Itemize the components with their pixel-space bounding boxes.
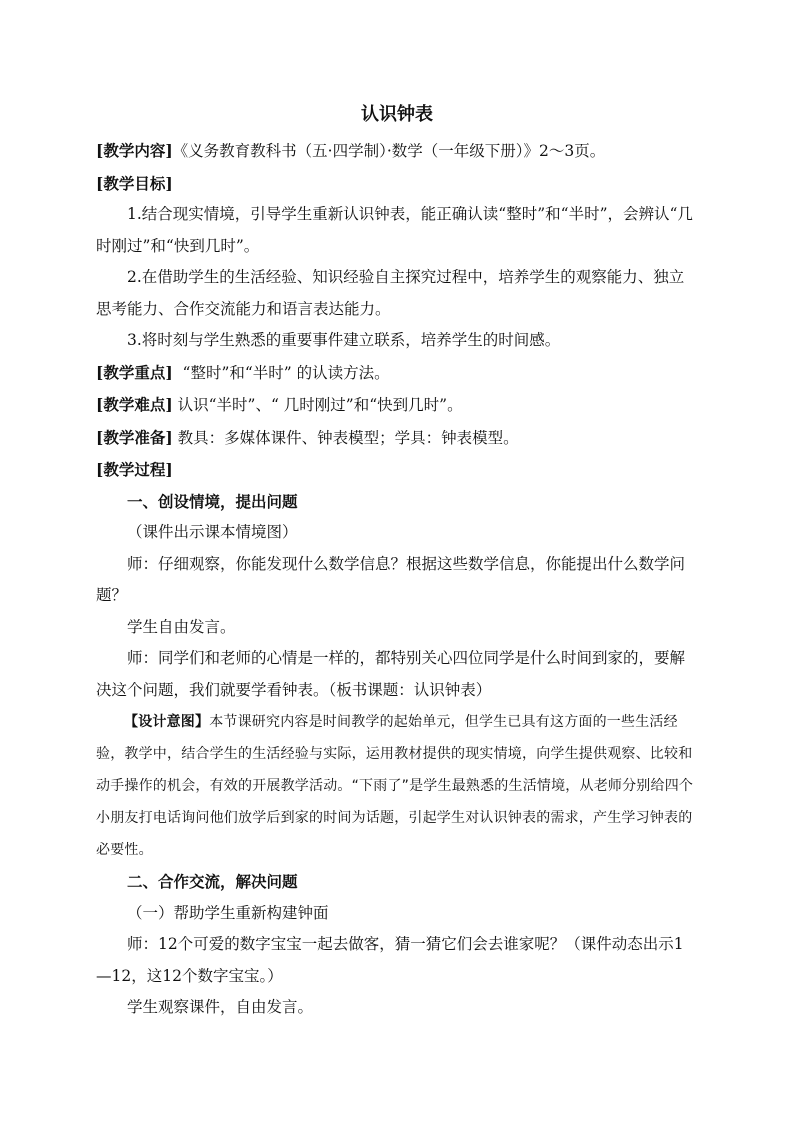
section2-line-2: 学生观察课件，自由发言。 xyxy=(127,998,314,1016)
design-intent-text: 本节课研究内容是时间教学的起始单元，但学生已具有这方面的一些生活经验，教学中，结合学生的生活经验与实际，运用教材提供的现实情境，向学生提供观察、比较和动手操作的机会，有效的开展教学活动。“下雨了”是学生最熟悉的生活情境，从老师分别给四个小朋友打电话询问他们放学后到家的时间为话题，引起学生对认识钟表的需求，产生学习钟表的必要性。 xyxy=(96,714,694,858)
key-points-paragraph xyxy=(96,357,698,390)
section2-line-1: 师：12个可爱的数字宝宝一起去做客，猜一猜它们会去谁家呢？（课件动态出示1—12，这12个数字宝宝。） xyxy=(96,935,684,985)
section2-sub-heading: （一）帮助学生重新构建钟面 xyxy=(127,903,329,922)
difficulties-text: 认识“半时”、“ 几时刚过”和“快到几时”。 xyxy=(177,396,463,414)
goal-item-1: 1.结合现实情境，引导学生重新认识钟表，能正确认读“整时”和“半时”，会辨认“几时刚过”和“快到几时”。 xyxy=(96,205,693,255)
difficulties-label: [教学难点] xyxy=(96,395,173,414)
preparation-text: 教具：多媒体课件、钟表模型；学具：钟表模型。 xyxy=(177,428,519,447)
goal-item-3: 3.将时刻与学生熟悉的重要事件建立联系，培养学生的时间感。 xyxy=(127,331,561,349)
design-intent-label: 【设计意图】 xyxy=(124,714,210,730)
section1-line-4: 师：同学们和老师的心情是一样的，都特别关心四位同学是什么时间到家的，要解决这个问题，我们就要学看钟表。（板书课题：认识钟表） xyxy=(96,649,686,699)
content-text: 《义务教育教科书（五·四学制）·数学（一年级下册）》2～3页。 xyxy=(172,142,606,160)
process-label: [教学过程] xyxy=(96,460,173,479)
key-points-text: “整时”和“半时” 的认读方法。 xyxy=(182,363,390,382)
goals-label: [教学目标] xyxy=(96,173,173,193)
content-paragraph xyxy=(96,135,698,168)
preparation-paragraph xyxy=(96,422,698,455)
difficulties-paragraph xyxy=(96,389,698,422)
section2-heading: 二、合作交流，解决问题 xyxy=(127,872,298,891)
content-label: [教学内容] xyxy=(96,141,173,160)
goal-item-2: 2.在借助学生的生活经验、知识经验自主探究过程中，培养学生的观察能力、独立思考能力、合作交流能力和语言表达能力。 xyxy=(96,268,685,318)
preparation-label: [教学准备] xyxy=(96,427,173,447)
section1-line-1: （课件出示课本情境图） xyxy=(127,523,298,541)
section1-line-3: 学生自由发言。 xyxy=(127,617,236,636)
page-title: 认识钟表 xyxy=(361,104,433,125)
design-intent-paragraph xyxy=(96,706,698,866)
section1-line-2: 师：仔细观察，你能发现什么数学信息？根据这些数学信息，你能提出什么数学问题？ xyxy=(96,554,686,604)
section1-heading: 一、创设情境，提出问题 xyxy=(127,491,298,511)
key-points-label: [教学重点] xyxy=(96,362,173,382)
